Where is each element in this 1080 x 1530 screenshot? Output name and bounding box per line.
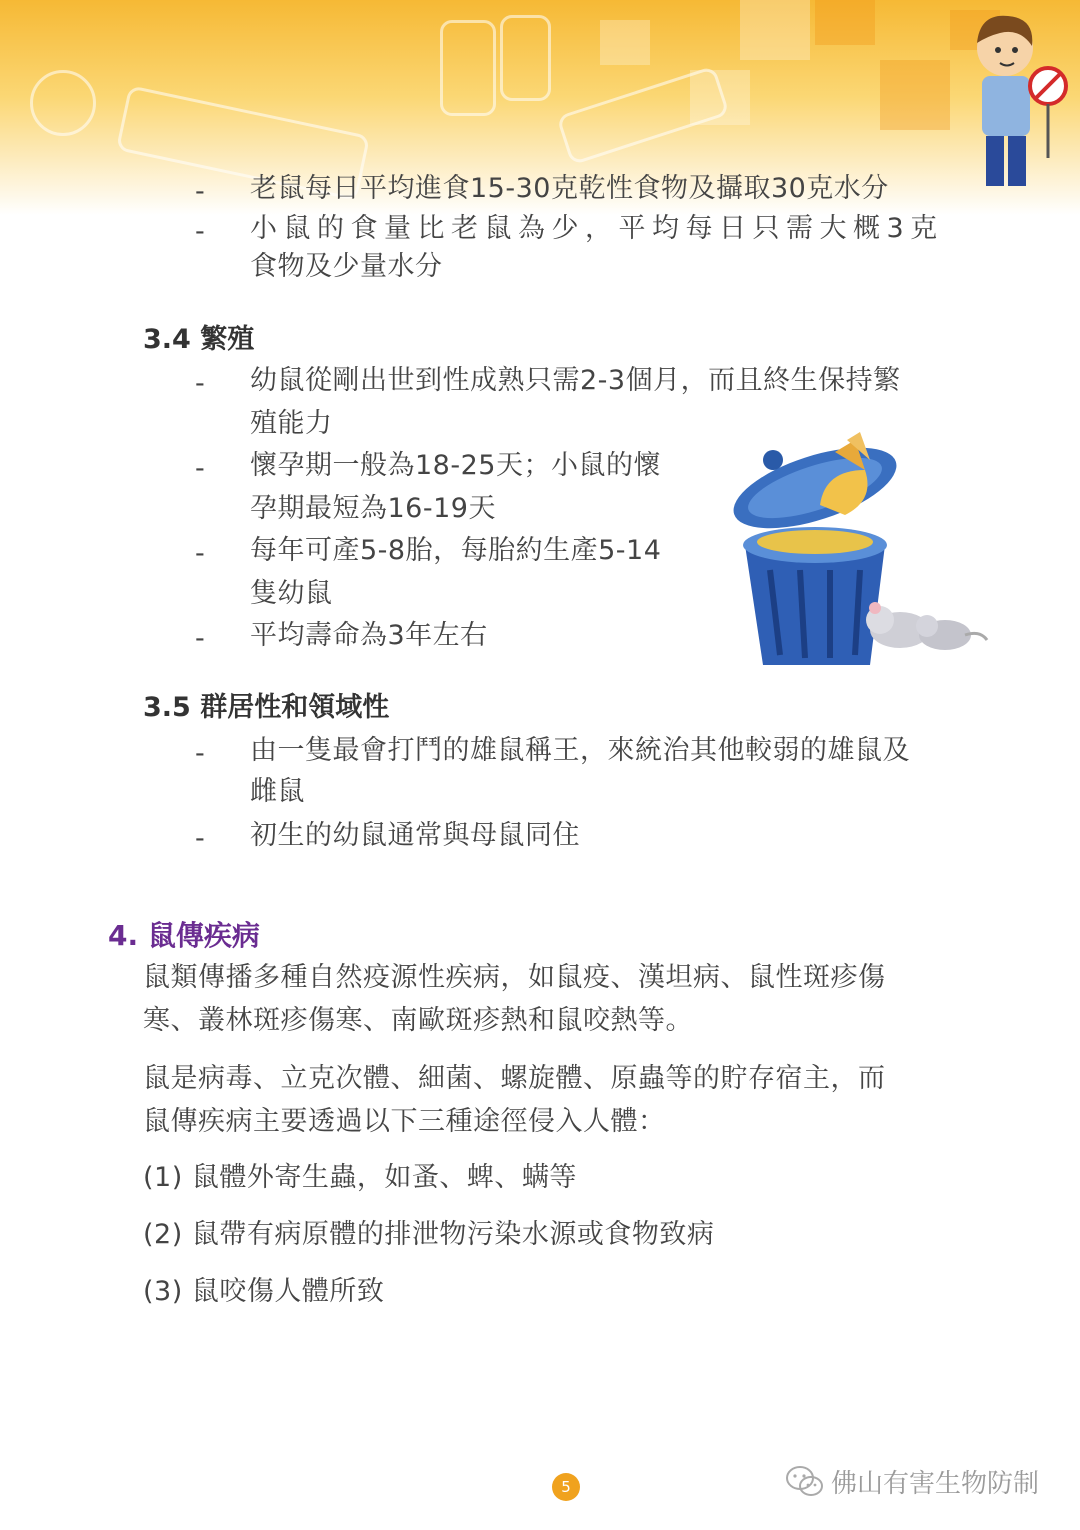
body-text-line: 平均壽命為3年左右	[250, 620, 488, 651]
list-item: (1) 鼠體外寄生蟲，如蚤、蜱、螨等	[143, 1162, 577, 1193]
body-text-line: 初生的幼鼠通常與母鼠同住	[250, 820, 580, 851]
bullet-dash: -	[195, 368, 205, 399]
body-text-line: 懷孕期一般為18-25天；小鼠的懷	[250, 450, 661, 481]
boy-mascot-icon	[960, 8, 1070, 198]
bullet-dash: -	[195, 216, 205, 247]
body-text-line: 老鼠每日平均進食15-30克乾性食物及攝取30克水分	[250, 173, 889, 204]
section-heading-3-5: 3.5 群居性和領域性	[143, 692, 390, 723]
section-heading-3-4: 3.4 繁殖	[143, 324, 255, 355]
body-text-line: 殖能力	[250, 408, 333, 439]
body-text-line: 小鼠的食量比老鼠為少，平均每日只需大概3克	[250, 213, 944, 244]
body-text-line: 由一隻最會打鬥的雄鼠稱王，來統治其他較弱的雄鼠及	[250, 735, 910, 766]
bullet-dash: -	[195, 176, 205, 207]
bullet-dash: -	[195, 738, 205, 769]
paragraph-2-line: 鼠是病毒、立克次體、細菌、螺旋體、原蟲等的貯存宿主，而	[143, 1063, 886, 1094]
list-item: (2) 鼠帶有病原體的排泄物污染水源或食物致病	[143, 1219, 715, 1250]
bullet-dash: -	[195, 823, 205, 854]
watermark	[785, 1463, 1039, 1500]
body-text-line: 每年可產5-8胎，每胎約生產5-14	[250, 535, 662, 566]
body-text-line: 孕期最短為16-19天	[250, 493, 496, 524]
page-number: 5	[552, 1473, 580, 1501]
bullet-dash: -	[195, 623, 205, 654]
paragraph-1-line: 寒、叢林斑疹傷寒、南歐斑疹熱和鼠咬熱等。	[143, 1005, 693, 1036]
watermark-text: 佛山有害生物防制	[831, 1469, 1040, 1499]
body-text-line: 食物及少量水分	[250, 251, 443, 282]
list-item: (3) 鼠咬傷人體所致	[143, 1276, 385, 1307]
bullet-dash: -	[195, 538, 205, 569]
body-text-line: 幼鼠從剛出世到性成熟只需2-3個月，而且終生保持繁	[250, 365, 901, 396]
paragraph-2-line: 鼠傳疾病主要透過以下三種途徑侵入人體：	[143, 1106, 666, 1137]
bullet-dash: -	[195, 453, 205, 484]
body-text-line: 隻幼鼠	[250, 578, 333, 609]
wechat-icon	[785, 1464, 825, 1500]
section-heading-4: 4. 鼠傳疾病	[108, 919, 260, 952]
paragraph-1-line: 鼠類傳播多種自然疫源性疾病，如鼠疫、漢坦病、鼠性斑疹傷	[143, 962, 886, 993]
body-text-line: 雌鼠	[250, 776, 305, 807]
trash-bin-illustration	[725, 430, 990, 675]
